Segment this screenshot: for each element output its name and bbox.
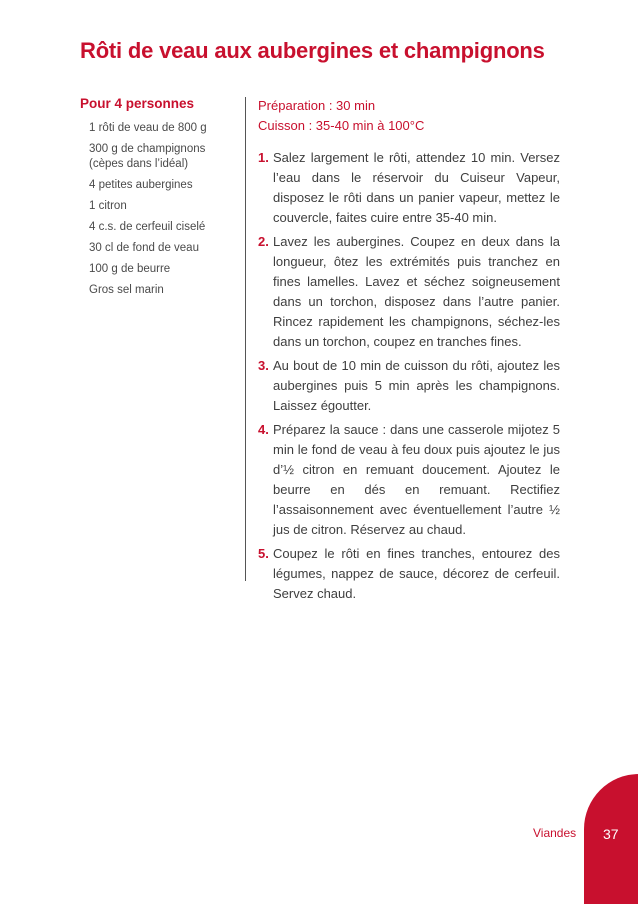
step-number: 5. <box>258 546 269 561</box>
ingredient-item: 30 cl de fond de veau <box>89 242 199 254</box>
timing-block <box>258 96 424 136</box>
ingredient-item: Gros sel marin <box>89 284 164 296</box>
cooking-time: Cuisson : 35-40 min à 100°C <box>258 118 425 133</box>
step-text: Salez largement le rôti, attendez 10 min. Versez l’eau dans le réservoir du Cuiseur Vapeur, disposez le rôti dans un panier vapeur, mettez le couvercle, faites cuire entre 35-40 min. <box>273 150 560 225</box>
ingredient-list <box>89 121 239 304</box>
servings-heading: Pour 4 personnes <box>80 96 195 111</box>
step-number: 3. <box>258 358 269 373</box>
step-number: 4. <box>258 422 269 437</box>
ingredient-item: 300 g de champignons (cèpes dans l’idéal) <box>89 143 206 170</box>
recipe-title: Rôti de veau aux aubergines et champignons <box>80 38 545 63</box>
step-number: 1. <box>258 150 269 165</box>
instruction-steps <box>258 148 560 608</box>
ingredient-item: 1 rôti de veau de 800 g <box>89 122 207 134</box>
step-item <box>258 356 560 416</box>
step-text: Au bout de 10 min de cuisson du rôti, ajoutez les aubergines puis 5 min après les champignons. Laissez égoutter. <box>273 358 560 413</box>
step-text: Lavez les aubergines. Coupez en deux dans la longueur, ôtez les extrémités puis tranchez en fines lamelles. Lavez et séchez soigneusement dans un torchon, disposez dans l’autre panier. Rincez rapidement les champignons, séchez-les dans un torchon, coupez en tranches fines. <box>273 234 560 349</box>
ingredient-item: 1 citron <box>89 200 127 212</box>
ingredient-item: 4 c.s. de cerfeuil ciselé <box>89 221 206 233</box>
preparation-time: Préparation : 30 min <box>258 98 376 113</box>
section-label: Viandes <box>533 826 577 840</box>
ingredient-item: 100 g de beurre <box>89 263 171 275</box>
step-number: 2. <box>258 234 269 249</box>
ingredient-item: 4 petites aubergines <box>89 179 193 191</box>
step-item <box>258 420 560 540</box>
step-item <box>258 232 560 352</box>
step-item <box>258 544 560 604</box>
step-item <box>258 148 560 228</box>
column-divider <box>245 97 246 581</box>
page-number: 37 <box>603 826 619 842</box>
step-text: Coupez le rôti en fines tranches, entourez des légumes, nappez de sauce, décorez de cerfeuil. Servez chaud. <box>273 546 560 601</box>
step-text: Préparez la sauce : dans une casserole mijotez 5 min le fond de veau à feu doux puis ajoutez le jus d’½ citron en remuant doucement. Ajoutez le beurre en dés en remuant. Rectifiez l’assaisonnement avec éventuellement l’autre ½ jus de citron. Réservez au chaud. <box>273 422 560 537</box>
